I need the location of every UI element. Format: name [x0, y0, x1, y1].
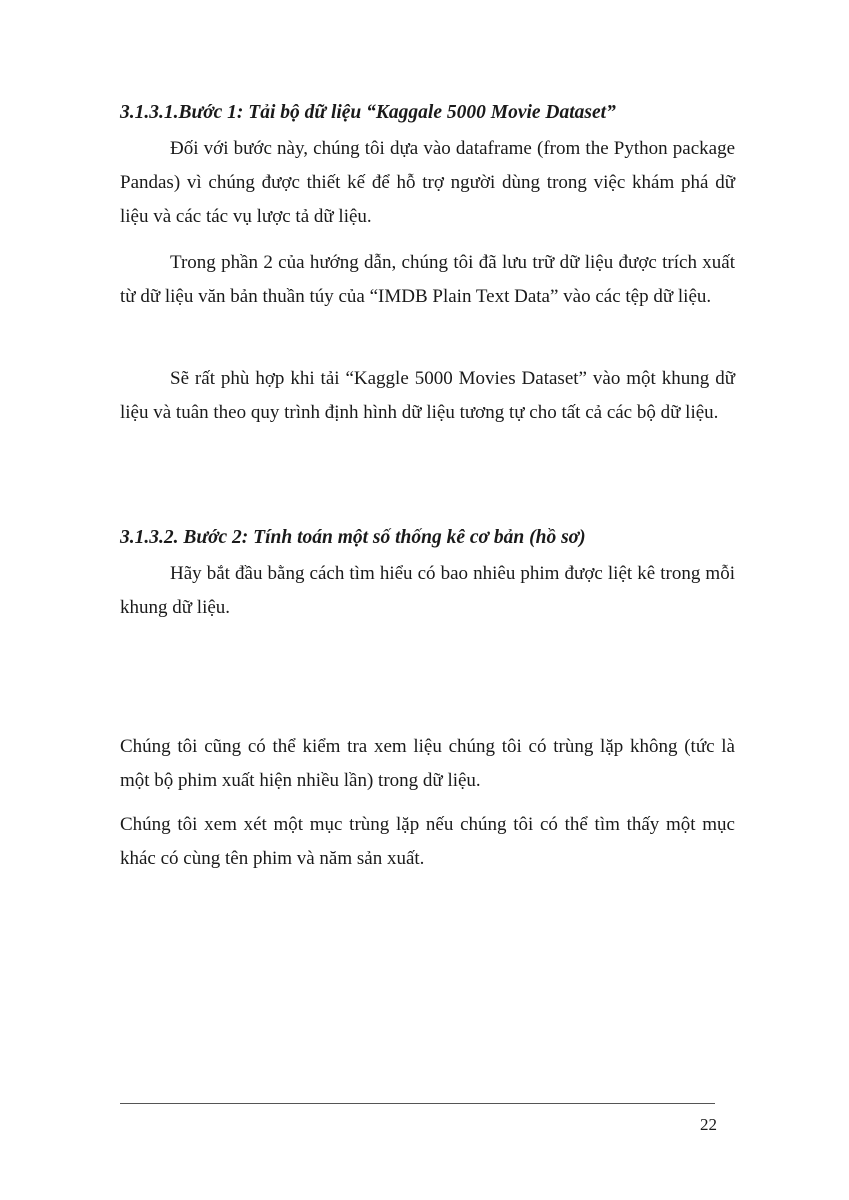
paragraph-duplicate-definition: Chúng tôi xem xét một mục trùng lặp nếu chúng tôi có thể tìm thấy một mục khác có cùng tên phim và năm sản xuất.: [120, 814, 735, 869]
paragraph-imdb-storage: Trong phần 2 của hướng dẫn, chúng tôi đã lưu trữ dữ liệu được trích xuất từ dữ liệu văn bản thuần túy của “IMDB Plain Text Data” vào các tệp dữ liệu.: [120, 252, 735, 307]
page-number: 22: [700, 1115, 717, 1134]
footer-divider: [120, 1103, 715, 1104]
paragraph-dataframe-intro: Đối với bước này, chúng tôi dựa vào dataframe (from the Python package Pandas) vì chúng được thiết kế để hỗ trợ người dùng trong việc khám phá dữ liệu và các tác vụ lược tả dữ liệu.: [120, 138, 735, 227]
paragraph-count-movies: Hãy bắt đầu bằng cách tìm hiểu có bao nhiêu phim được liệt kê trong mỗi khung dữ liệu.: [120, 563, 735, 618]
paragraph-duplicate-check: Chúng tôi cũng có thể kiểm tra xem liệu chúng tôi có trùng lặp không (tức là một bộ phim xuất hiện nhiều lần) trong dữ liệu.: [120, 736, 735, 791]
paragraph-kaggle-load: Sẽ rất phù hợp khi tải “Kaggle 5000 Movies Dataset” vào một khung dữ liệu và tuân theo quy trình định hình dữ liệu tương tự cho tất cả các bộ dữ liệu.: [120, 368, 735, 423]
section-heading-step-1: 3.1.3.1.Bước 1: Tải bộ dữ liệu “Kaggale 5000 Movie Dataset”: [120, 102, 616, 123]
section-heading-step-2: 3.1.3.2. Bước 2: Tính toán một số thống kê cơ bản (hồ sơ): [120, 527, 586, 548]
